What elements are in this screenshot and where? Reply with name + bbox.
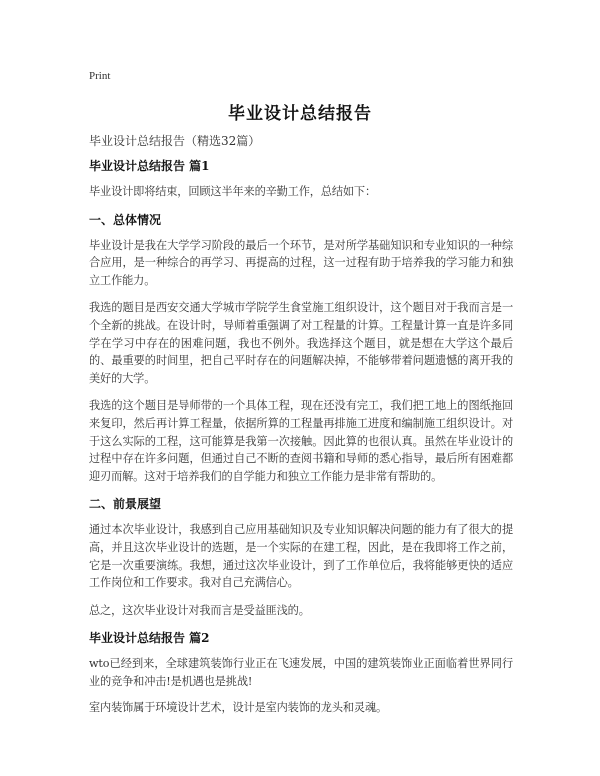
section2-paragraph-1: 通过本次毕业设计，我感到自己应用基础知识及专业知识解决问题的能力有了很大的提高，并且这次毕业设计的选题，是一个实际的在建工程，因此，是在我即将工作之前，它是一次重要演练。我想，通过这次毕业设计，到了工作单位后，我将能够更快的适应工作岗位和工作要求。我对自己充满信心。: [89, 523, 513, 590]
page-title: 毕业设计总结报告: [228, 104, 372, 124]
print-label[interactable]: Print: [89, 70, 111, 82]
section2-heading: 二、前景展望: [89, 497, 162, 512]
section1-paragraph-1: 毕业设计是我在大学学习阶段的最后一个环节，是对所学基础知识和专业知识的一种综合应用，是一种综合的再学习、再提高的过程，这一过程有助于培养我的学习能力和独立工作能力。: [89, 238, 513, 287]
part1-intro: 毕业设计即将结束，回顾这半年来的辛勤工作，总结如下：: [89, 185, 376, 198]
part1-heading: 毕业设计总结报告 篇1: [89, 159, 210, 173]
section1-paragraph-2: 我选的题目是西安交通大学城市学院学生食堂施工组织设计，这个题目对于我而言是一个全新的挑战。在设计时，导师着重强调了对工程量的计算。工程量计算一直是许多同学在学习中存在的困难问题，我也不例外。我选择这个题目，就是想在大学这个最后的、最重要的时间里，把自己平时存在的问题解决掉，不能够带着问题遗憾的离开我的美好的大学。: [89, 301, 513, 385]
section1-paragraph-3: 我选的这个题目是导师带的一个具体工程，现在还没有完工，我们把工地上的图纸拖回来复印，然后再计算工程量，依据所算的工程量再排施工进度和编制施工组织设计。对于这么实际的工程，这可能算是我第一次接触。因此算的也很认真。虽然在毕业设计的过程中存在许多问题，但通过自己不断的查阅书籍和导师的悉心指导，最后所有困难都迎刃而解。这对于培养我们的自学能力和独立工作能力是非常有帮助的。: [89, 399, 513, 483]
part2-paragraph-1: wto已经到来，全球建筑装饰行业正在飞速发展，中国的建筑装饰业正面临着世界同行业的竞争和冲击!是机遇也是挑战!: [89, 657, 513, 688]
document-subtitle: 毕业设计总结报告（精选32篇）: [89, 134, 261, 148]
section2-paragraph-2: 总之，这次毕业设计对我而言是受益匪浅的。: [89, 603, 310, 617]
part2-heading: 毕业设计总结报告 篇2: [89, 631, 210, 646]
section1-heading: 一、总体情况: [89, 212, 162, 227]
document-body: [89, 132, 513, 726]
part2-paragraph-2: 室内装饰属于环境设计艺术，设计是室内装饰的龙头和灵魂。: [89, 701, 388, 715]
